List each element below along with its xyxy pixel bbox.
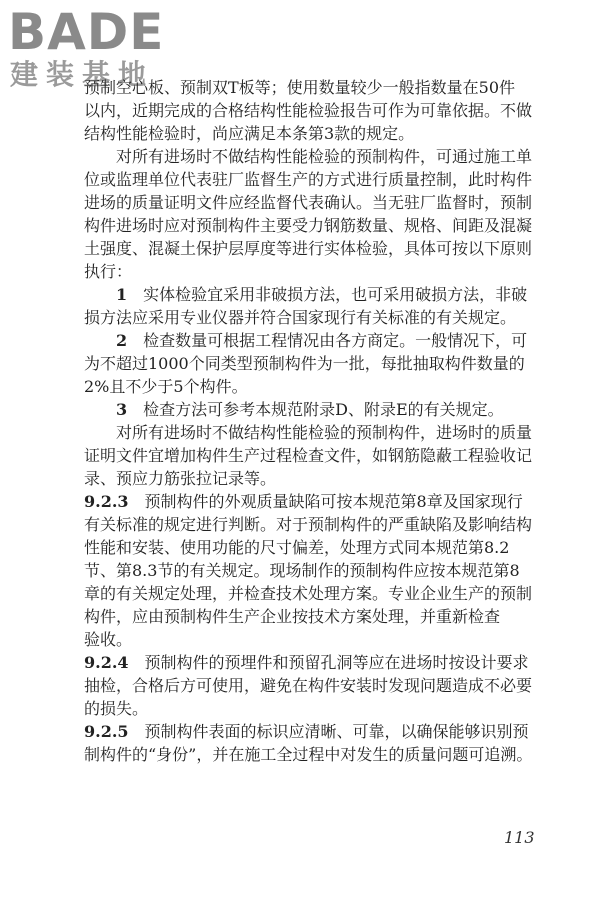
line-text: 构件进场时应对预制构件主要受力钢筋数量、规格、间距及混凝 [84, 216, 533, 235]
line-text: 土强度、混凝土保护层厚度等进行实体检验，具体可按以下原则 [84, 239, 533, 258]
text-line [84, 237, 556, 260]
line-text: 节、第8.3节的有关规定。现场制作的预制构件应按本规范第8 [84, 561, 520, 580]
line-text: 预制空心板、预制双T板等；使用数量较少一般指数量在50件 [84, 78, 516, 97]
line-text: 以内，近期完成的合格结构性能检验报告可作为可靠依据。不做 [84, 101, 533, 120]
line-text: 预制构件的预埋件和预留孔洞等应在进场时按设计要求 [144, 653, 529, 672]
text-line [84, 375, 556, 398]
line-text: 检查数量可根据工程情况由各方商定。一般情况下，可 [143, 331, 528, 350]
line-text: 证明文件宜增加构件生产过程检查文件，如钢筋隐蔽工程验收记 [84, 446, 533, 465]
text-line [84, 513, 556, 536]
text-line [84, 283, 556, 306]
text-line [84, 329, 556, 352]
logo-subtitle: 建装基地 [10, 58, 155, 91]
text-line [84, 467, 556, 490]
page-number: 113 [504, 828, 535, 847]
item-number: 1 [116, 285, 128, 304]
line-text: 预制构件表面的标识应清晰、可靠，以确保能够识别预 [144, 722, 529, 741]
text-line [84, 605, 556, 628]
line-text: 实体检验宜采用非破损方法，也可采用破损方法，非破 [143, 285, 528, 304]
line-text: 对所有进场时不做结构性能检验的预制构件，进场时的质量 [116, 423, 533, 442]
line-text: 损方法应采用专业仪器并符合国家现行有关标准的有关规定。 [84, 308, 517, 327]
text-line [84, 352, 556, 375]
text-line [84, 76, 556, 99]
line-text: 2%且不少于5个构件。 [84, 377, 248, 396]
text-line [84, 490, 556, 513]
text-line [84, 674, 556, 697]
line-text: 进场的质量证明文件应经监督代表确认。当无驻厂监督时，预制 [84, 193, 533, 212]
line-text: 抽检，合格后方可使用，避免在构件安装时发现问题造成不必要 [84, 676, 533, 695]
line-text: 位或监理单位代表驻厂监督生产的方式进行质量控制，此时构件 [84, 170, 533, 189]
line-text: 为不超过1000个同类型预制构件为一批，每批抽取构件数量的 [84, 354, 525, 373]
text-line [84, 720, 556, 743]
text-line [84, 398, 556, 421]
text-line [84, 559, 556, 582]
line-text: 章的有关规定处理，并检查技术处理方案。专业企业生产的预制 [84, 584, 533, 603]
text-line [84, 421, 556, 444]
line-text: 有关标准的规定进行判断。对于预制构件的严重缺陷及影响结构 [84, 515, 533, 534]
line-text: 构件，应由预制构件生产企业按技术方案处理，并重新检查 [84, 607, 501, 626]
item-number: 2 [116, 331, 128, 350]
text-line [84, 260, 556, 283]
text-line [84, 697, 556, 720]
line-text: 验收。 [84, 630, 133, 649]
text-line [84, 444, 556, 467]
section-number: 9.2.3 [84, 492, 129, 511]
line-text: 执行： [84, 262, 133, 281]
text-line [84, 122, 556, 145]
item-number: 3 [116, 400, 128, 419]
text-line [84, 99, 556, 122]
line-text: 性能和安装、使用功能的尺寸偏差，处理方式同本规范第8.2 [84, 538, 510, 557]
section-number: 9.2.5 [84, 722, 129, 741]
line-text: 检查方法可参考本规范附录D、附录E的有关规定。 [143, 400, 504, 419]
text-line [84, 306, 556, 329]
document-body [84, 76, 556, 766]
text-line [84, 743, 556, 766]
logo-wordmark: BADE [8, 3, 165, 61]
line-text: 的损失。 [84, 699, 149, 718]
text-line [84, 651, 556, 674]
text-line [84, 582, 556, 605]
line-text: 预制构件的外观质量缺陷可按本规范第8章及国家现行 [144, 492, 523, 511]
section-number: 9.2.4 [84, 653, 129, 672]
text-line [84, 214, 556, 237]
text-line [84, 145, 556, 168]
line-text: 制构件的“身份”，并在施工全过程中对发生的质量问题可追溯。 [84, 745, 533, 764]
text-line [84, 191, 556, 214]
text-line [84, 168, 556, 191]
line-text: 录、预应力筋张拉记录等。 [84, 469, 277, 488]
line-text: 结构性能检验时，尚应满足本条第3款的规定。 [84, 124, 415, 143]
text-line [84, 536, 556, 559]
line-text: 对所有进场时不做结构性能检验的预制构件，可通过施工单 [116, 147, 533, 166]
text-line [84, 628, 556, 651]
